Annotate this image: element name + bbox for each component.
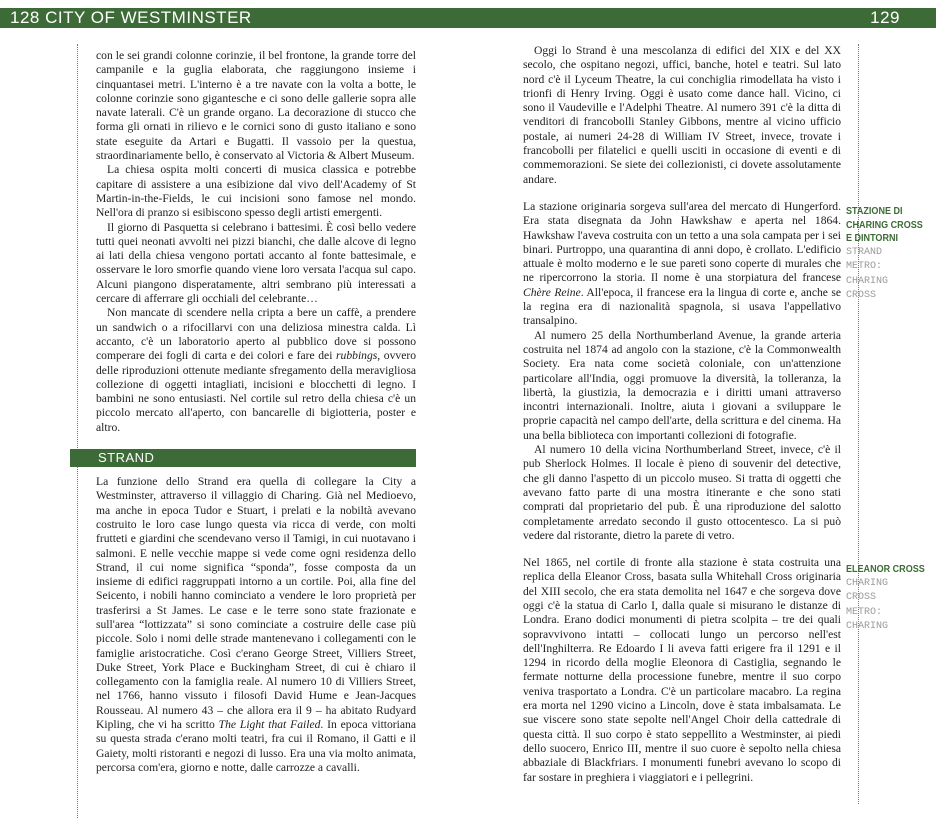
paragraph: con le sei grandi colonne corinzie, il bel frontone, la grande torre del campanile e la guglia elaborata, che raggiungono insieme i cinquantasei metri. L'interno è a tre navate con la volta a botte, le colonne corinzie sono gigantesche e ci sono delle gallerie sopra alle navate laterali. C'è un grande organo. La decorazione di stucco che forma gli ornati in rilievo e le cornici sono di gusto italiano e sono state eseguite da Artari e Bugatti. Il vassoio per la questua, straordinariamente bello, è conservato al Victoria & Albert Museum.	[96, 49, 416, 163]
text-run: Non mancate di scendere nella cripta a bere un caffè, a prendere un sandwich o a rifocillarvi con una deliziosa minestra calda. Lì accanto, c'è un laboratorio aperto al pubblico dove si possono comperare dei fogli di carta e dei colori e fare dei	[96, 306, 416, 363]
margin-note-line: CROSS	[846, 592, 877, 603]
margin-note-title: E DINTORNI	[846, 232, 899, 244]
margin-note-line: CHARING	[846, 577, 889, 589]
margin-note-eleanor-cross	[846, 563, 934, 635]
paragraph: Oggi lo Strand è una mescolanza di edifici del XIX e del XX secolo, che ospitano negozi, uffici, banche, hotel e teatri. Sul lato nord c'è il Lyceum Theatre, la cui conchiglia rimodellata ha visto i trionfi di Henry Irving. Oggi è usato come dance hall. Vicino, ci sono il Vaudeville e l'Adelphi Theatre. Al numero 391 c'è la ditta di venditori di francobolli Stanley Gibbons, mentre al vicino ufficio postale, ai numeri 24-28 di William IV Street, invece, trovate i francobolli per filatelici e quelli usciti in occasione di eventi e di commemorazioni. Se siete dei collezionisti, ci dovete assolutamente andare.	[523, 44, 841, 186]
italic-term: Chère Reine	[523, 285, 581, 299]
right-dotted-rule	[858, 44, 859, 804]
text-run: . All'epoca, il francese era la lingua di corte e, anche se la regina era di nazionalità spagnola, si usava l'appellativo transalpino.	[523, 285, 842, 328]
margin-note-line: CROSS	[846, 290, 877, 301]
book-title: The Light that Failed	[218, 718, 321, 732]
margin-note-line: CHARING	[846, 621, 889, 632]
left-column	[96, 49, 416, 819]
margin-note-line: STRAND	[846, 246, 883, 258]
margin-note-line: METRO:	[846, 606, 883, 618]
margin-note-line: METRO:	[846, 261, 883, 272]
text-run: . In epoca vittoriana su questa strada c'erano molti teatri, fra cui il Romano, il Gatti e il Gaiety, molti ristoranti e negozi di lusso. Era una via molto animata, percorsa com'era, giorno e notte, dalle carrozze a cavalli.	[96, 718, 416, 774]
margin-note-title: STAZIONE DI	[846, 205, 903, 217]
right-page-number: 129	[870, 8, 900, 27]
text-run: La stazione originaria sorgeva sull'area del mercato di Hungerford. Era stata disegnata da John Hawkshaw e aperta nel 1864. Hawkshaw l'aveva costruita con un tetto a una sola campata per i sei binari. Purtroppo, una quarantina di anni dopo, è crollato. L'edificio attuale è molto moderno e le sue pareti sono coperte di murales che ne ripercorrono la storia. Il nome è una storpiatura del francese	[523, 199, 841, 285]
margin-note-title: CHARING CROSS	[846, 218, 923, 231]
paragraph	[523, 200, 841, 329]
text-run: , ovvero delle riproduzioni ottenute mediante sfregamento della meravigliosa collezione di oggetti intagliati, incisioni e blocchetti di legno. I bambini ne sono entusiasti. Nel cortile sul retro della chiesa c'è un piccolo mercato all'aperto, con bancarelle di bigiotteria, poster e altro.	[96, 349, 416, 434]
left-running-title: CITY OF WESTMINSTER	[45, 8, 252, 27]
section-title: STRAND	[98, 450, 155, 466]
paragraph: Nel 1865, nel cortile di fronte alla stazione è stata costruita una replica della Eleanor Cross, basata sulla Whitehall Cross originaria del XIII secolo, che era stata demolita nel 1647 e che sorgeva dove oggi c'è la statua di Carlo I, dalla quale si misurano le distanze di Londra. Erano dodici monumenti di pietra scolpita – tre dei quali sopravvivono intatti – collocati lungo un percorso nell'est dell'Inghilterra. Re Edoardo I li aveva fatti erigere fra il 1291 e il 1294 in ricordo della moglie Eleonora di Castiglia, segnando le fermate notturne della processione funebre, mentre il suo corpo veniva trasportato a Londra. C'è un particolare macabro. La regina era morta nel 1290 vicino a Lincoln, dove è stata imbalsamata. Le sue viscere sono state sepolte nell'Angel Choir della cattedrale di questa città. Il suo corpo è stato seppellito a Westminster, ai piedi dello suocero, Enrico III, mentre il suo cuore è sepolto nella chiesa abbaziale di Blackfriars. I monumenti funebri avevano lo scopo di far sostare in preghiera i viaggiatori e i pellegrini.	[523, 556, 841, 784]
section-heading-strand	[70, 449, 416, 467]
paragraph: Al numero 25 della Northumberland Avenue, la grande arteria costruita nel 1874 ad angolo con la stazione, c'è la Commonwealth Society. Era nata come società coloniale, con un'attenzione particolare all'India, oggi promuove la diversità, la tolleranza, la libertà, la giustizia, la democrazia e i diritti umani attraverso incontri internazionali. Inoltre, aiuta i giovani a sviluppare le proprie capacità nel campo dell'arte, della scrittura e del cinema. Ha una bella biblioteca con importanti collezioni di fotografie.	[523, 328, 841, 442]
running-header	[0, 8, 936, 28]
left-dotted-rule	[77, 44, 78, 818]
paragraph	[96, 306, 416, 435]
paragraph: La chiesa ospita molti concerti di musica classica e potrebbe capitare di assistere a una esibizione dal vivo dell'Academy of St Martin-in-the-Fields, le cui incisioni sono famose nel mondo. Nell'ora di pranzo si esibiscono spesso degli artisti emergenti.	[96, 163, 416, 220]
paragraph: Il giorno di Pasquetta si celebrano i battesimi. È così bello vedere tutti quei neonati avvolti nei pizzi bianchi, che dalle alcove di legno ai lati della chiesa vengono portati accanto al fonte battesimale, e osservare le loro smorfie quando viene loro versata l'acqua sul capo. Alcuni piangono disperatamente, altri sembrano più interessati a cercare di afferrare gli occhiali del celebrante…	[96, 220, 416, 306]
text-run: La funzione dello Strand era quella di collegare la City a Westminster, attraverso il villaggio di Charing. Già nel Medioevo, ma anche in epoca Tudor e Stuart, i prelati e la nobiltà avevano costruito le loro case lungo questa via ricca di verde, con molti frutteti e giardini che scendevano verso il Tamigi, in cui nuotavano i salmoni. E nelle vecchie mappe si vede come ogni residenza dello Strand, il cui nome significa “sponda”, fosse composta da un insieme di edifici raggruppati intorno a un cortile. Poi, alla fine del Seicento, i nobili hanno cominciato a vendere le loro proprietà per trasferirsi a St James. Le case e le terre sono state frazionate e sull'area “lottizzata” si sono cominciate a costruire delle case più piccole. Solo i nomi delle strade mantenevano i collegamenti con le famiglie aristocratiche. Così c'erano George Street, Villiers Street, Duke Street, York Place e Buckingham Street, di cui è chiaro il collegamento con la famiglia reale. Al numero 10 di Villiers Street, nel 1766, hanno vissuto i filosofi David Hume e Jean-Jacques Rousseau. Al numero 43 – che allora era il 9 – ha abitato Rudyard Kipling, che vi ha scritto	[96, 475, 416, 732]
margin-note-title: ELEANOR CROSS	[846, 563, 925, 575]
italic-term: rubbings	[336, 349, 378, 363]
right-column	[523, 44, 841, 820]
left-header	[10, 8, 252, 28]
paragraph: Al numero 10 della vicina Northumberland Street, invece, c'è il pub Sherlock Holmes. Il locale è pieno di souvenir del detective, che gli danno l'aspetto di un piccolo museo. Si tratta di oggetti che avevano fatto parte di una mostra itinerante e che sono stati comprati dal proprietario del pub. È una riproduzione del salotto completamente arredato secondo il gusto ottocentesco. La si può vedere dal ristorante, dietro la parete di vetro.	[523, 443, 841, 542]
margin-note-charing-cross	[846, 205, 934, 304]
left-page-number: 128	[10, 8, 40, 27]
paragraph	[96, 475, 416, 775]
margin-note-line: CHARING	[846, 275, 889, 287]
